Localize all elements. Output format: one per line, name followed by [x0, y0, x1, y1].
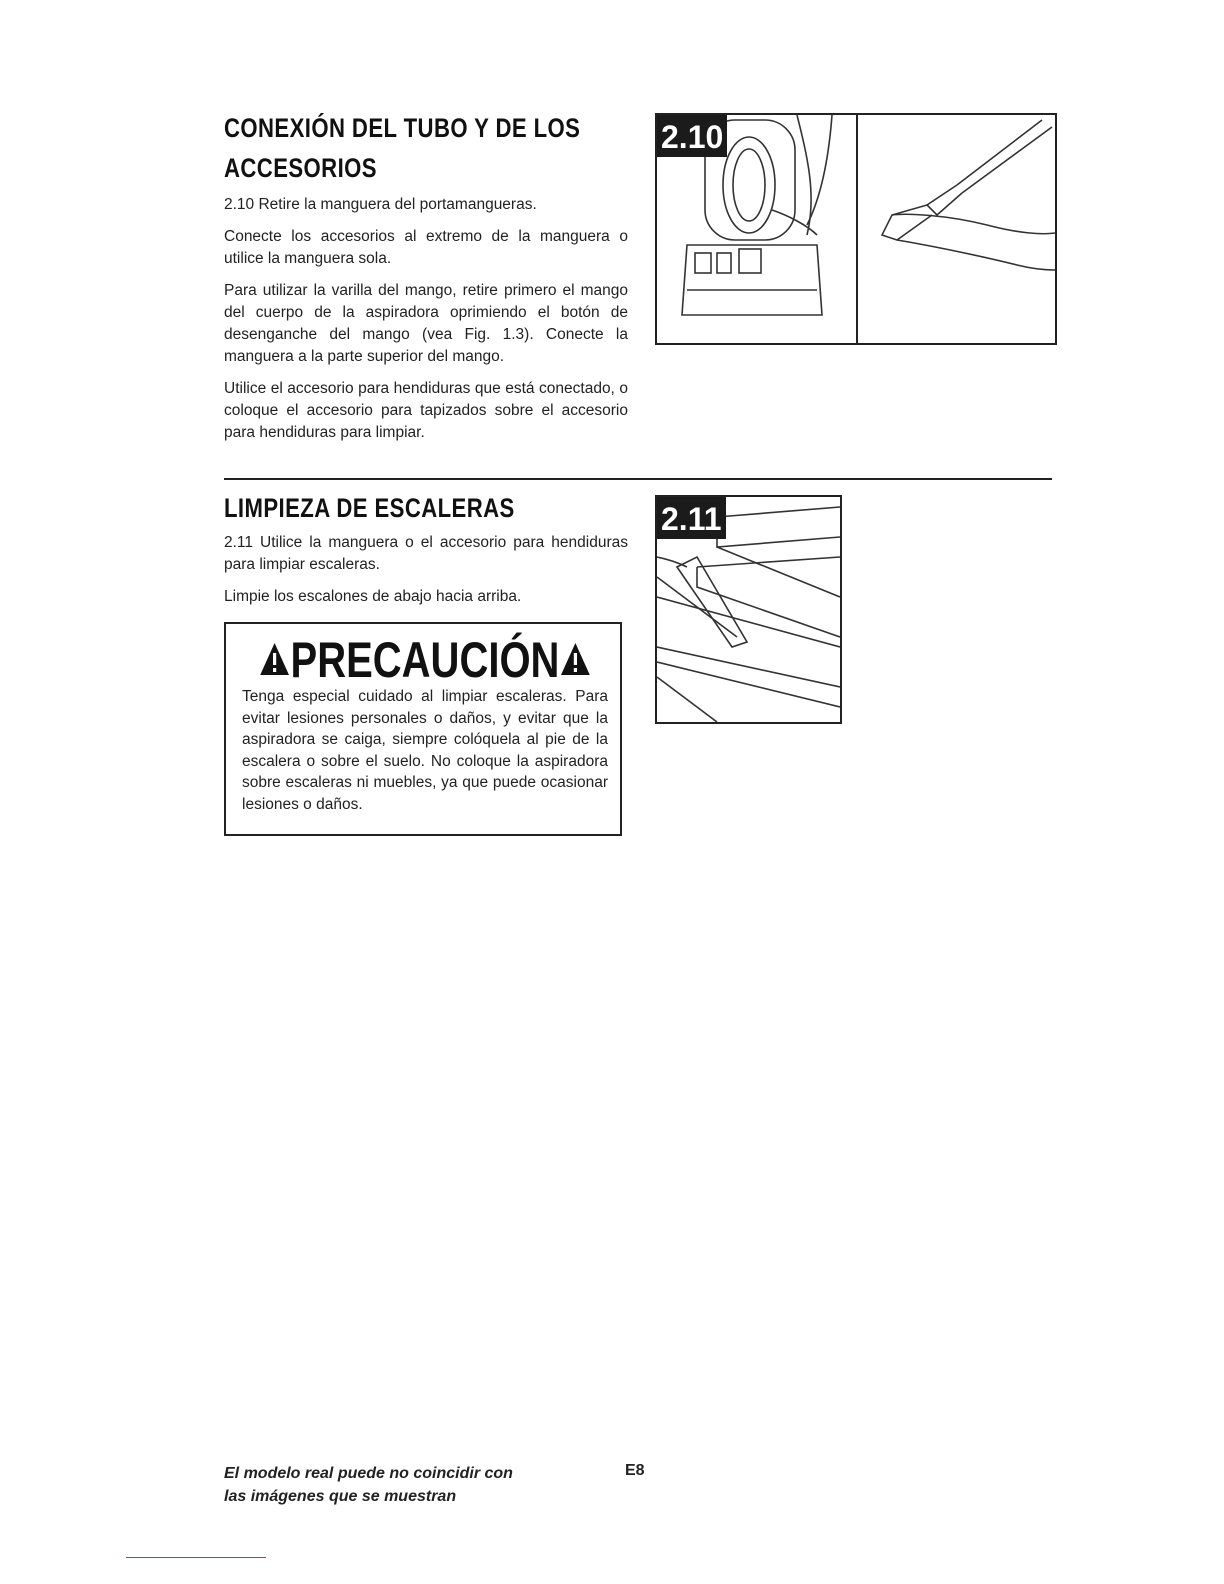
- caution-heading-text: PRECAUCIÓN: [290, 632, 560, 688]
- caution-box: [224, 622, 622, 836]
- page-number: E8: [625, 1462, 645, 1479]
- caution-heading: [247, 632, 604, 688]
- paragraph: Conecte los accesorios al extremo de la manguera o utilice la manguera sola.: [224, 228, 628, 267]
- paragraph: 2.11 Utilice la manguera o el accesorio para hendiduras para limpiar escaleras.: [224, 534, 628, 573]
- section-conexion: [224, 108, 628, 454]
- figure-label: 2.11: [657, 497, 726, 539]
- section-divider: [224, 478, 1052, 480]
- footer-note: [224, 1462, 513, 1508]
- section-title-limpieza: LIMPIEZA DE ESCALERAS: [224, 493, 515, 523]
- footer-note-line: El modelo real puede no coincidir con: [224, 1465, 513, 1482]
- paragraph: 2.10 Retire la manguera del portamangueras.: [224, 196, 537, 213]
- warning-icon: [259, 641, 291, 677]
- footer-note-line: las imágenes que se muestran: [224, 1488, 457, 1505]
- figure-2-11: [655, 495, 842, 724]
- paragraph: Para utilizar la varilla del mango, retire primero el mango del cuerpo de la aspiradora oprimiendo el botón de desenganche del mango (vea Fig. 1.3). Conecte la manguera a la parte superior del mango.: [224, 282, 628, 365]
- section-limpieza: [224, 488, 628, 618]
- caution-text: Tenga especial cuidado al limpiar escaleras. Para evitar lesiones personales o daños, y evitar que la aspiradora se caiga, siempre colóquela al pie de la escalera o sobre el suelo. No coloque la aspiradora sobre escaleras ni muebles, ya que puede ocasionar lesiones o daños.: [242, 688, 608, 813]
- warning-icon: [559, 641, 591, 677]
- figure-label: 2.10: [657, 115, 727, 157]
- paragraph: Utilice el accesorio para hendiduras que está conectado, o coloque el accesorio para tapizados sobre el accesorio para hendiduras para limpiar.: [224, 380, 628, 441]
- figure-2-10: [655, 113, 1057, 345]
- section-title-conexion: CONEXIÓN DEL TUBO Y DE LOS ACCESORIOS: [224, 113, 581, 183]
- paragraph: Limpie los escalones de abajo hacia arriba.: [224, 588, 522, 605]
- footer-rule: [126, 1557, 266, 1558]
